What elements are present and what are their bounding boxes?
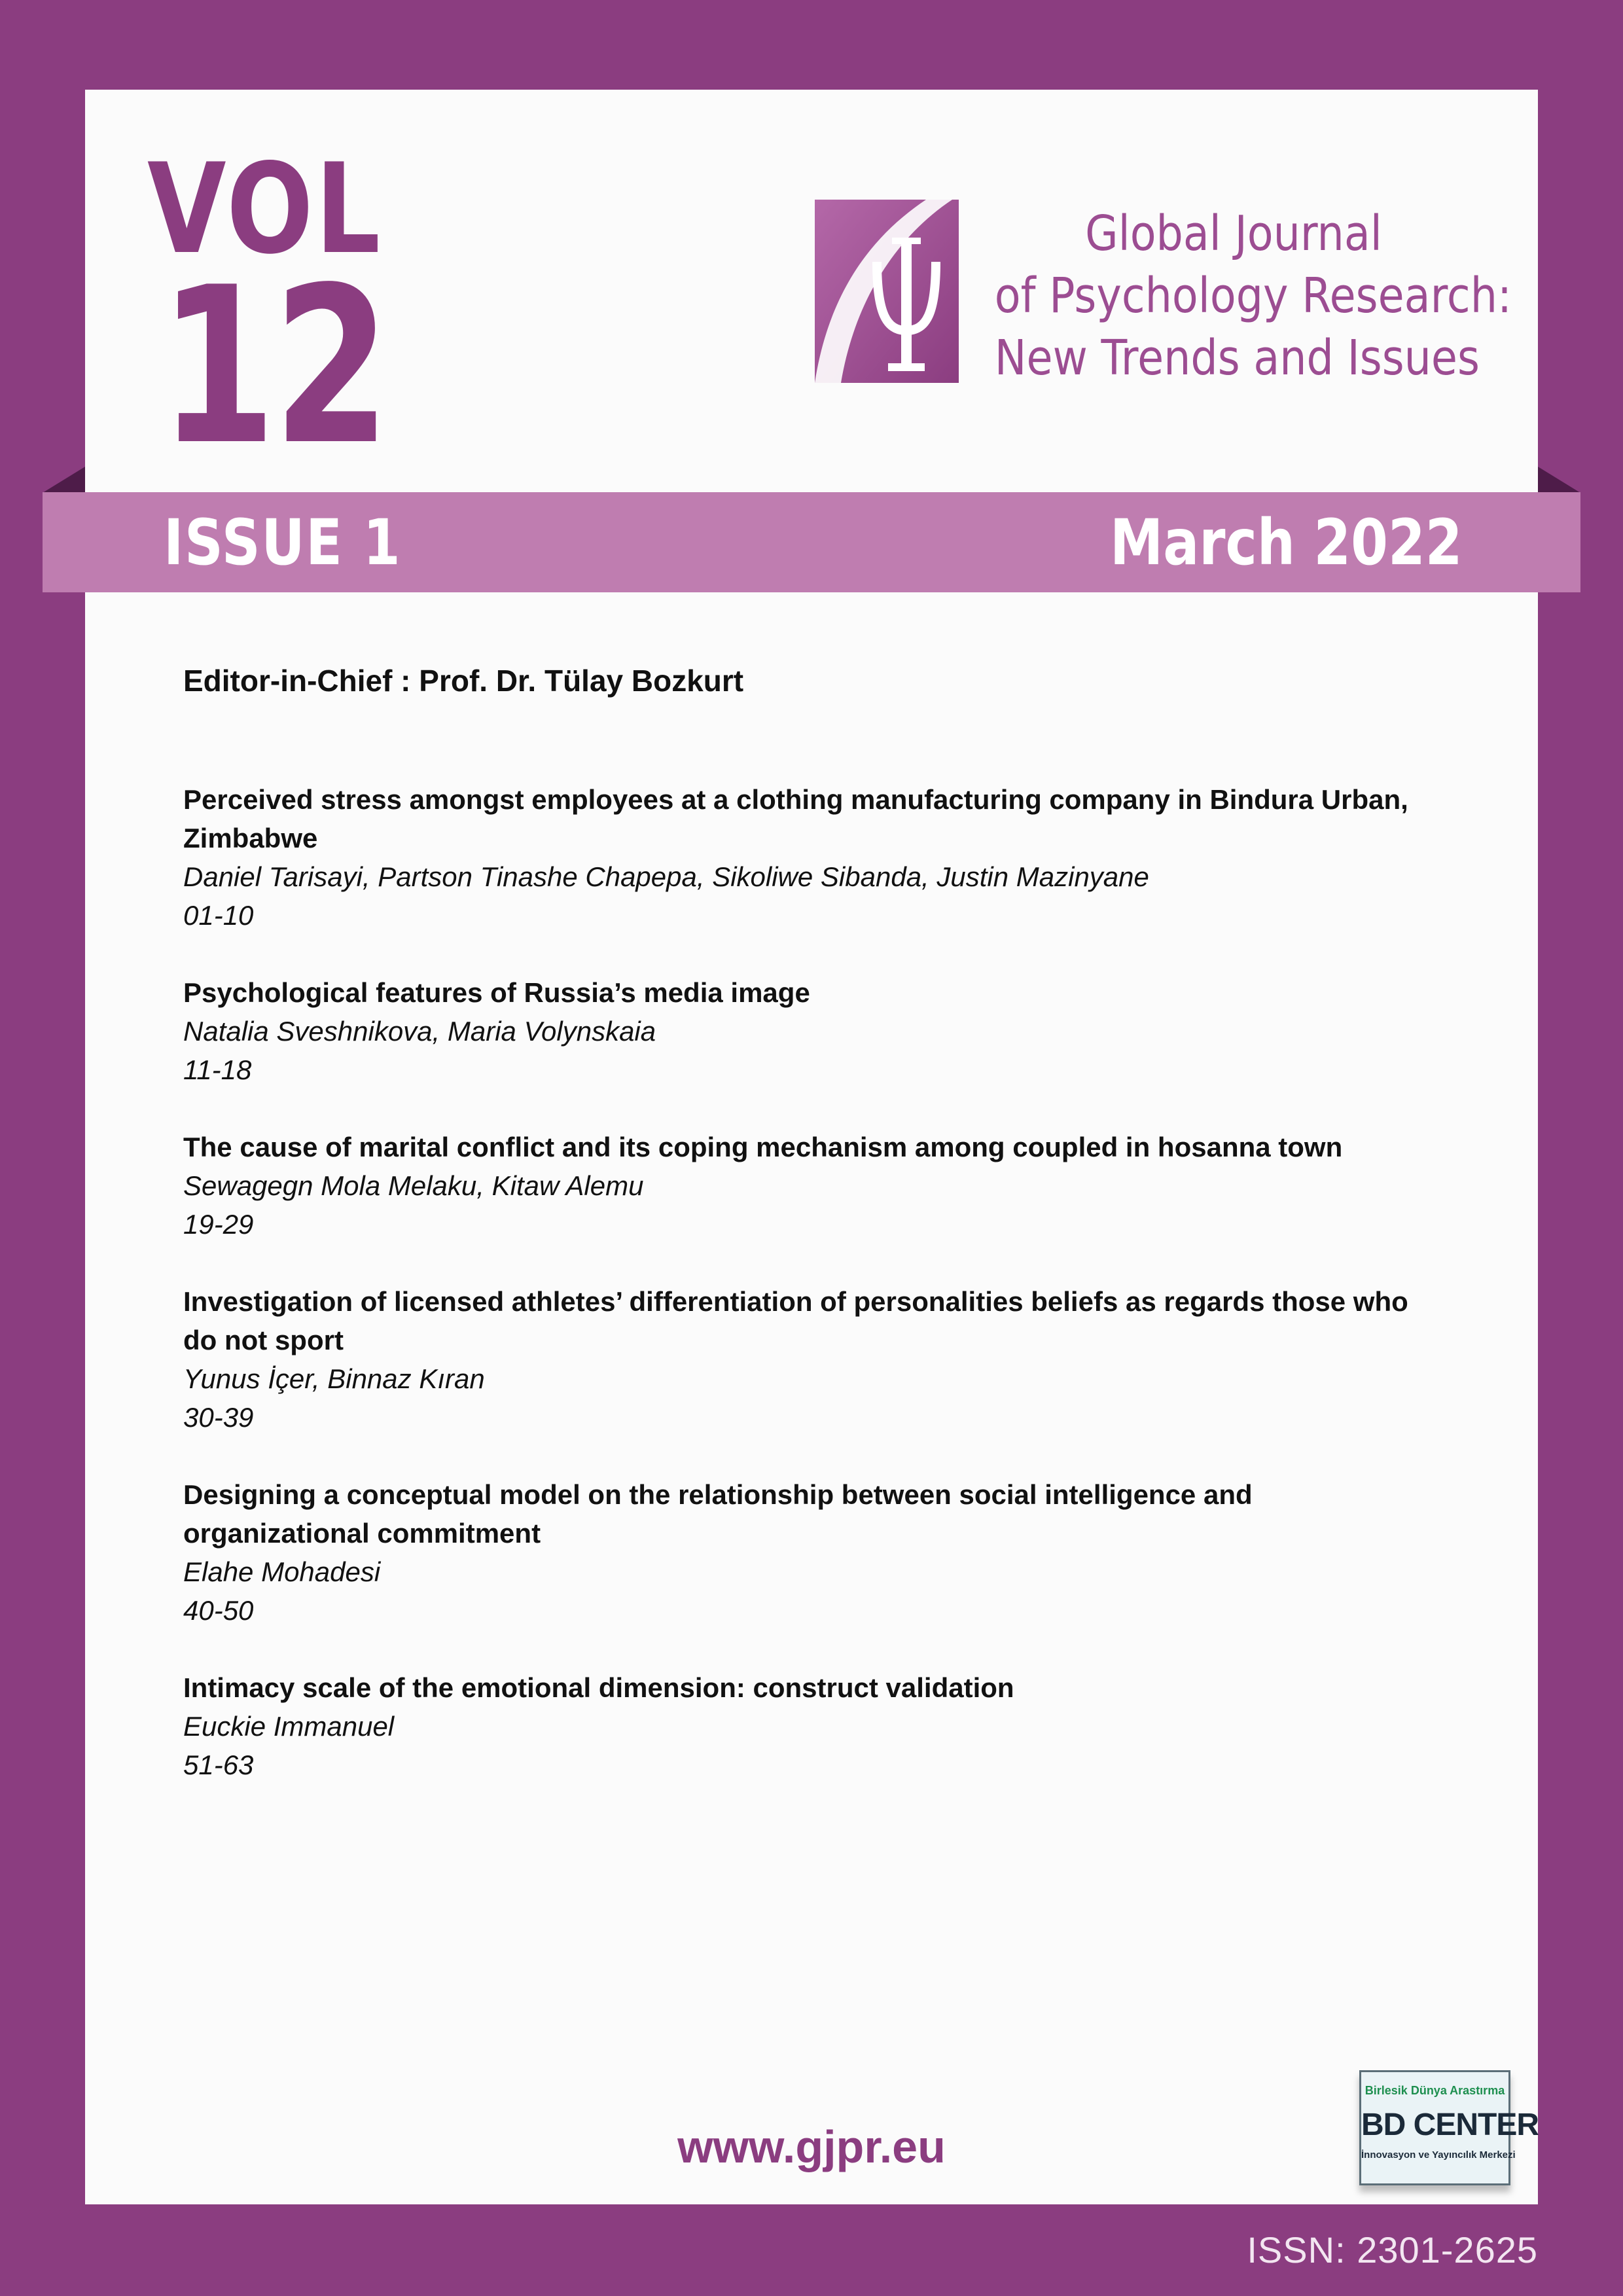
article-title: Perceived stress amongst employees at a clothing manufacturing company in Bindura Urban, Zimbabwe	[183, 784, 1408, 853]
article-title: The cause of marital conflict and its coping mechanism among coupled in hosanna town	[183, 1132, 1343, 1162]
article-pages: 40-50	[183, 1595, 254, 1626]
ribbon-fold-right	[1538, 467, 1580, 493]
article-pages: 01-10	[183, 900, 254, 931]
article-entry	[183, 780, 1427, 935]
article-authors: Daniel Tarisayi, Partson Tinashe Chapepa, Sikoliwe Sibanda, Justin Mazinyane	[183, 861, 1149, 892]
article-authors: Euckie Immanuel	[183, 1711, 395, 1742]
article-pages: 51-63	[183, 1749, 254, 1780]
article-authors: Yunus İçer, Binnaz Kıran	[183, 1363, 485, 1394]
article-entry	[183, 1475, 1427, 1630]
website-link[interactable]: www.gjpr.eu	[677, 2121, 946, 2172]
editor-in-chief: Editor-in-Chief : Prof. Dr. Tülay Bozkurt	[183, 664, 744, 698]
article-title: Investigation of licensed athletes’ differentiation of personalities beliefs as regards those who do not sport	[183, 1286, 1408, 1355]
bd-center-logo-top: Birlesik Dünya Arastırma	[1364, 2084, 1505, 2097]
journal-title	[994, 203, 1512, 389]
volume-number: 12	[159, 241, 387, 492]
journal-title-line: of Psychology Research:	[994, 268, 1512, 324]
article-title: Psychological features of Russia’s media image	[183, 977, 810, 1008]
bd-center-logo	[1359, 2070, 1539, 2185]
article-authors: Natalia Sveshnikova, Maria Volynskaia	[183, 1016, 656, 1047]
article-pages: 19-29	[183, 1209, 254, 1240]
article-pages: 11-18	[183, 1054, 252, 1085]
article-authors: Elahe Mohadesi	[183, 1556, 381, 1587]
ribbon-fold-left	[43, 467, 85, 493]
article-entry	[183, 1282, 1427, 1437]
article-authors: Sewagegn Mola Melaku, Kitaw Alemu	[183, 1170, 644, 1201]
issue-date: March 2022	[1110, 506, 1463, 579]
issue-label: ISSUE 1	[164, 506, 402, 579]
issn-number: ISSN: 2301-2625	[1247, 2229, 1538, 2270]
volume-label: VOL	[147, 137, 383, 281]
issue-ribbon	[43, 492, 1580, 592]
article-entry	[183, 1128, 1427, 1244]
psi-logo-icon	[815, 200, 959, 383]
article-entry	[183, 973, 1427, 1089]
table-of-contents	[183, 780, 1427, 1823]
article-pages: 30-39	[183, 1402, 254, 1433]
article-title: Intimacy scale of the emotional dimension: construct validation	[183, 1672, 1014, 1703]
article-title: Designing a conceptual model on the relationship between social intelligence and organizational commitment	[183, 1479, 1253, 1549]
bd-center-logo-main: BD CENTER	[1361, 2108, 1539, 2142]
bd-center-logo-bottom: İnnovasyon ve Yayıncılık Merkezi	[1361, 2149, 1516, 2161]
journal-title-line: Global Journal	[1085, 206, 1382, 262]
journal-title-line: New Trends and Issues	[994, 330, 1480, 386]
article-entry	[183, 1668, 1427, 1784]
